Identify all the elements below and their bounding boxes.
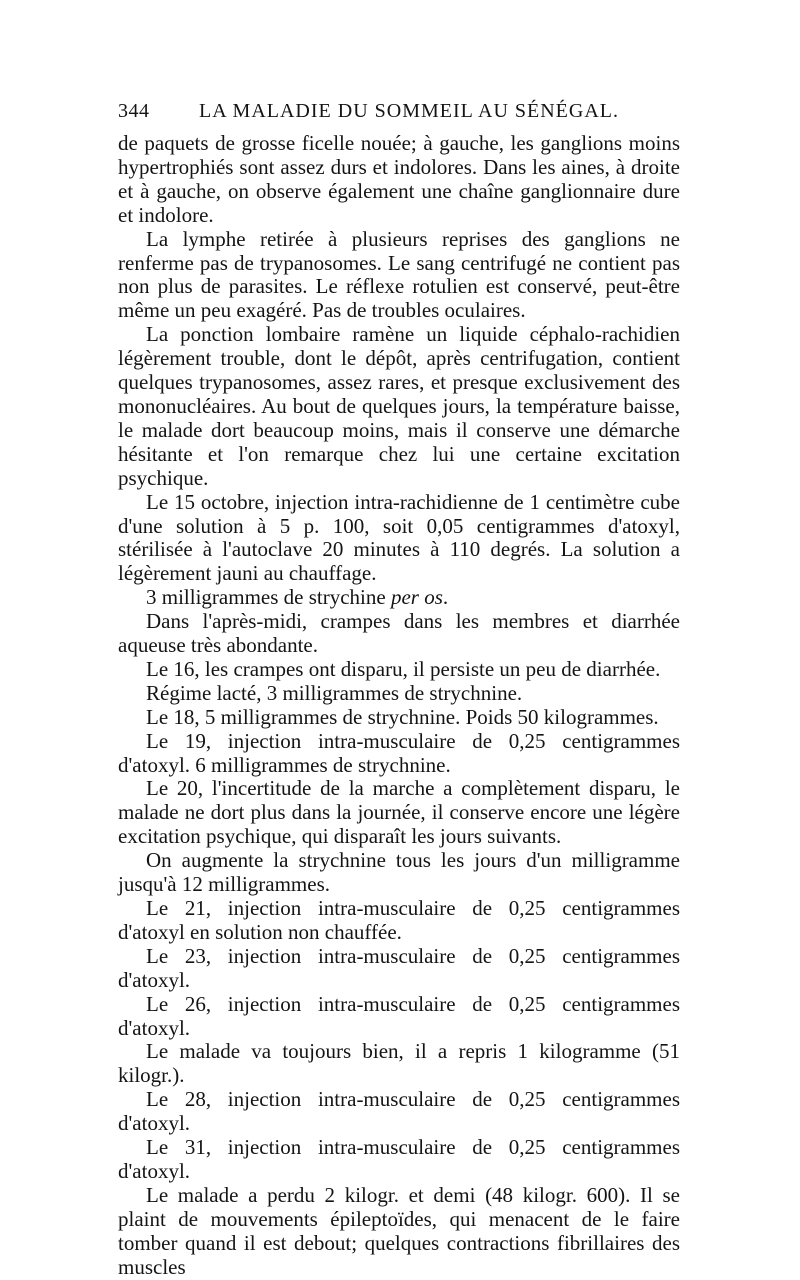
paragraph-15: Le 26, injection intra-musculaire de 0,25 centigrammes d'atoxyl.: [118, 991, 680, 1040]
paragraph-16: Le malade va toujours bien, il a repris 1 kilogramme (51 kilogr.).: [118, 1039, 680, 1088]
paragraph-14: Le 23, injection intra-musculaire de 0,25 centigrammes d'atoxyl.: [118, 943, 680, 992]
paragraph-5: [118, 586, 680, 610]
paragraph-10: Le 19, injection intra-musculaire de 0,25 centigrammes d'atoxyl. 6 milligrammes de strychnine.: [118, 728, 680, 777]
paragraph-2: La lymphe retirée à plusieurs reprises des ganglions ne renferme pas de trypanosomes. Le sang centrifugé ne contient pas non plus de parasites. Le réflexe rotulien est conservé, peut-être même un peu exagéré. Pas de troubles oculaires.: [118, 226, 680, 323]
paragraph-5-end: .: [442, 585, 449, 610]
document-page: [118, 100, 680, 1280]
page-number: 344: [118, 100, 150, 122]
document-body: [118, 132, 680, 1280]
paragraph-6: Dans l'après-midi, crampes dans les membres et diarrhée aqueuse très abondante.: [118, 609, 680, 658]
paragraph-11: Le 20, l'incertitude de la marche a complètement disparu, le malade ne dort plus dans la journée, il conserve encore une légère excitation psychique, qui disparaît les jours suivants.: [118, 776, 680, 849]
paragraph-3: La ponction lombaire ramène un liquide céphalo-rachidien légèrement trouble, dont le dépôt, après centrifugation, contient quelques trypanosomes, assez rares, et presque exclusivement des mononucléaires. Au bout de quelques jours, la température baisse, le malade dort beaucoup moins, mais il conserve une démarche hésitante et l'on remarque chez lui une certaine excitation psychique.: [118, 322, 680, 490]
latin-phrase: per os: [390, 585, 443, 610]
paragraph-5-text: 3 milligrammes de strychine: [146, 585, 391, 610]
paragraph-13: Le 21, injection intra-musculaire de 0,25 centigrammes d'atoxyl en solution non chauffée.: [118, 896, 680, 944]
paragraph-9: Le 18, 5 milligrammes de strychnine. Poids 50 kilogrammes.: [146, 704, 659, 729]
paragraph-4: Le 15 octobre, injection intra-rachidienne de 1 centimètre cube d'une solution à 5 p. 100, soit 0,05 centigrammes d'atoxyl, stérilisée à l'autoclave 20 minutes à 110 degrés. La solution a légèrement jauni au chauffage.: [118, 489, 680, 586]
paragraph-8: Régime lacté, 3 milligrammes de strychnine.: [146, 680, 523, 705]
paragraph-19: Le malade a perdu 2 kilogr. et demi (48 kilogr. 600). Il se plaint de mouvements épileptoïdes, qui menacent de le faire tomber quand il est debout; quelques contractions fibrillaires des muscles: [118, 1182, 680, 1279]
paragraph-7: Le 16, les crampes ont disparu, il persiste un peu de diarrhée.: [146, 656, 661, 681]
paragraph-12: On augmente la strychnine tous les jours d'un milligramme jusqu'à 12 milligrammes.: [118, 848, 680, 897]
running-header: [118, 100, 680, 132]
running-title: LA MALADIE DU SOMMEIL AU SÉNÉGAL.: [198, 100, 620, 122]
paragraph-18: Le 31, injection intra-musculaire de 0,25 centigrammes d'atoxyl.: [118, 1135, 680, 1183]
paragraph-17: Le 28, injection intra-musculaire de 0,25 centigrammes d'atoxyl.: [118, 1087, 680, 1136]
paragraph-1: de paquets de grosse ficelle nouée; à gauche, les ganglions moins hypertrophiés sont assez durs et indolores. Dans les aines, à droite et à gauche, on observe également une chaîne ganglionnaire dure et indolore.: [118, 131, 680, 227]
